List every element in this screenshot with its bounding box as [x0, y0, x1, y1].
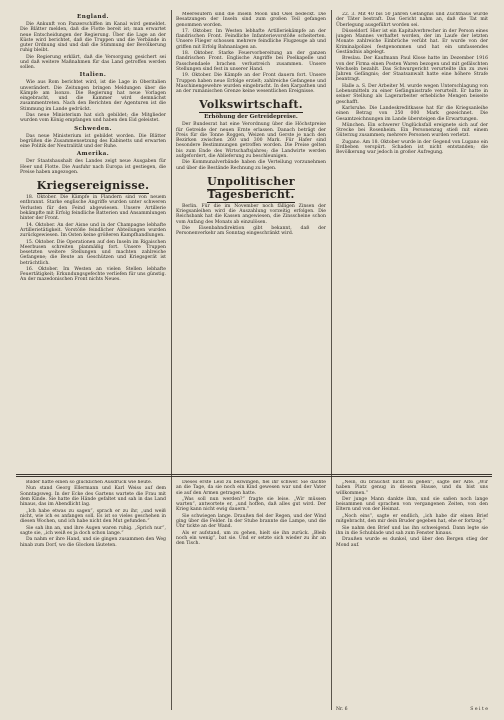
story-paragraph: „Nein, du brauchst nicht zu gehen“, sagte der Alte. „Wir haben Platz genug in diesem Hause, und du bist uns willkommen.“: [336, 480, 488, 496]
story-paragraph: Nun stand Georg Ellermann und Karl Weiss auf dem Sonntagsweg. In der Ecke des Gartens wartete die Frau mit dem Kinde. Sie hatte die Hände gefaltet und sah in das Land hinaus, das im Abendlicht lag.: [20, 486, 166, 508]
section-heading-england: England.: [77, 14, 109, 20]
section-title-text: Volkswirtschaft.: [199, 98, 303, 112]
article-paragraph: 22. 3. Mit 40 bis 50 Jahren Gefängnis und Zuchthaus wurde der Täter bestraft. Das Gericht nahm an, daß die Tat mit Überlegung ausgeführt worden sei.: [336, 12, 488, 28]
article-paragraph: Die Ankunft von Panzerschiffen im Kanal wird gemeldet. Die Blätter melden, daß die Flotte bereit ist; man erwartet neue Entscheidungen der Regierung. Über die Lage an der Küste wird berichtet, daß die Truppen und die Verbände in guter Ordnung sind und daß die Stimmung der Bevölkerung ruhig bleibt.: [20, 22, 166, 54]
column-1-feuilleton: [20, 480, 166, 706]
section-title-kriegsereignisse: [20, 179, 166, 192]
story-paragraph: Da nahm er ihre Hand, und sie gingen zusammen den Weg hinab zum Dorf, wo die Glocken läuteten.: [20, 537, 166, 548]
feuilleton-separator: [16, 476, 492, 477]
story-paragraph: Als er aufstand, um zu gehen, hielt sie ihn zurück. „Bleib noch ein wenig“, bat sie. Und er setzte sich wieder zu ihr an den Tisch.: [176, 530, 326, 547]
article-paragraph: 14. Oktober. An der Aisne und in der Champagne lebhafte Artillerietätigkeit. Vorstöße feindlicher Abteilungen wurden zurückgewiesen. Im Osten keine größeren Kampfhandlungen.: [20, 222, 166, 239]
article-paragraph: 18. Oktober. Starke Feuervorbereitung an der ganzen flandrischen Front. Englische Angriffe bei Poelkapelle und Passchendaele brachen verlustreich zusammen. Unsere Stellungen sind fest in unserer Hand.: [176, 51, 326, 72]
section-heading-schweden: Schweden.: [74, 125, 112, 132]
article-paragraph: Berlin. Für die im November noch fälligen Zinsen der Kriegsanleihen wird die Auszahlung vorzeitig erfolgen. Die Reichsbank hat die Kassen angewiesen, die Zinsscheine schon vom Anfang des Monats ab einzulösen.: [176, 203, 326, 225]
column-3-feuilleton: [336, 480, 488, 706]
article-paragraph: Das neue Ministerium hat sich gebildet; die Mitglieder wurden vom König empfangen und haben den Eid geleistet.: [20, 113, 166, 124]
article-paragraph: Der Staatshaushalt des Landes zeigt neue Ausgaben für Heer und Flotte. Die Ausfuhr nach Europa ist gestiegen, die Preise haben angezogen.: [20, 159, 166, 175]
story-paragraph: Dieses erste Leid zu bezwingen, fiel ihr schwer. Sie dachte an die Tage, da sie noch ein Kind gewesen war und der Vater sie auf den Armen getragen hatte.: [176, 480, 326, 496]
section-heading-amerika: Amerika.: [76, 151, 110, 158]
article-paragraph: Breslau. Der Kaufmann Paul Klose hatte im Dezember 1916 von der Firma einen Posten Waren bezogen und mit gefälschten Wechseln bezahlt. Das Schwurgericht verurteilte ihn zu zwei Jahren Gefängnis; der Staatsanwalt hatte eine höhere Strafe beantragt.: [336, 56, 488, 83]
column-1-news: [20, 12, 166, 472]
section-title-text: Kriegsereignisse.: [36, 179, 150, 193]
article-paragraph: Die Regierung erklärt, daß die Versorgung gesichert sei und daß weitere Maßnahmen für das Land getroffen werden sollen.: [20, 54, 166, 71]
section-title-text: Unpolitischer Tagesbericht.: [207, 174, 295, 201]
story-paragraph: „Noch eins“, sagte er endlich, „ich habe dir einen Brief mitgebracht, den mir dein Bruder gegeben hat, ehe er fortzog.“: [336, 513, 488, 525]
article-paragraph: Zugano. Am 18. Oktober wurde in der Gegend von Lugano ein Erdbeben verspürt. Schaden ist nicht entstanden; die Bevölkerung war jedoch in großer Aufregung.: [336, 139, 488, 156]
story-paragraph: Der junge Mann dankte ihm, und sie saßen noch lange beisammen und sprachen von vergangenen Zeiten, von den Eltern und von der Heimat.: [336, 496, 488, 513]
issue-number: Nr. 6: [336, 707, 348, 712]
article-paragraph: Wie aus Rom berichtet wird, ist die Lage in Oberitalien unverändert. Die Zeitungen bringen Meldungen über die Kämpfe am Isonzo. Die Regierung hat neue Vorlagen eingebracht, und die Kammer wird demnächst zusammentreten. Nach den Berichten der Agenturen ist die Stimmung im Lande gedrückt.: [20, 80, 166, 112]
article-paragraph: 16. Oktober. Im Westen an vielen Stellen lebhafte Feuertätigkeit; Erkundungsgefechte verliefen für uns günstig. An der mazedonischen Front nichts Neues.: [20, 266, 166, 283]
article-paragraph: 18. Oktober. Die Kämpfe in Flandern sind von neuem entbrannt. Starke englische Angriffe wurden unter schweren Verlusten für den Feind abgewiesen. Unsere Artillerie bekämpfte mit Erfolg feindliche Batterien und Ansammlungen hinter der Front.: [20, 195, 166, 222]
article-paragraph: Karlsruhe. Die Landeskreditkasse hat für die Kriegsanleihe einen Betrag von 250 000 Mark gezeichnet. Die Gesamtzeichnungen im Lande übersteigen die Erwartungen.: [336, 106, 488, 122]
article-paragraph: Halle a. S. Der Arbeiter M. wurde wegen Unterschlagung von Lebensmitteln zu einer Gefängnisstrafe verurteilt. Er hatte in seiner Stellung als Lagerarbeiter erhebliche Mengen beiseite geschafft.: [336, 83, 488, 105]
story-paragraph: Bilder hatte einen so glücklichen Ausdruck wie heute.: [26, 480, 153, 485]
column-rule: [171, 10, 172, 710]
column-rule: [331, 10, 332, 710]
column-3-news: [336, 12, 488, 472]
section-title-volkswirtschaft: [176, 98, 326, 111]
article-paragraph: München. Ein schwerer Unglücksfall ereignete sich auf der Strecke bei Rosenheim. Ein Personenzug stieß mit einem Güterzug zusammen; mehrere Personen wurden verletzt.: [336, 122, 488, 139]
story-paragraph: „Ich habe etwas zu sagen“, sprach er zu ihr, „und weiß nicht, wie ich es anfangen soll. Es ist so vieles geschehen in diesen Wochen, und ich habe nicht den Mut gefunden.“: [20, 508, 166, 525]
article-paragraph: Der Bundesrat hat eine Verordnung über die Höchstpreise für Getreide der neuen Ernte erlassen. Danach beträgt der Preis für die Tonne Roggen, Weizen und Gerste je nach den Bezirken zwischen 260 und 300 Mark. Für Hafer sind besondere Bestimmungen getroffen worden. Die Preise gelten bis zum Ende des Wirtschaftsjahres; die Landwirte werden aufgefordert, die Ablieferung zu beschleunigen.: [176, 122, 326, 159]
section-title-unpolitischer-tagesbericht: [176, 175, 326, 201]
story-paragraph: Sie nahm den Brief und las ihn schweigend. Dann legte sie ihn in die Schublade und sah zum Fenster hinaus.: [336, 525, 488, 536]
story-paragraph: Sie schwiegen lange. Draußen fiel der Regen, und der Wind ging über die Felder. In der Stube brannte die Lampe, und die Uhr tickte an der Wand.: [176, 513, 326, 530]
article-paragraph: Die Eisenbahndirektion gibt bekannt, daß der Personenverkehr am Sonntag eingeschränkt wird.: [176, 225, 326, 237]
article-paragraph: 15. Oktober. Die Operationen auf den Inseln im Rigaischen Meerbusen schreiten planmäßig fort. Unsere Truppen besetzten weitere Stellungen und machten zahlreiche Gefangene; die Beute an Geschützen und Kriegsgerät ist beträchtlich.: [20, 239, 166, 266]
story-paragraph: „Was soll nun werden?“ fragte sie leise. „Wir müssen warten“, antwortete er, „und hoffen, daß alles gut wird. Der Krieg kann nicht ewig dauern.“: [176, 496, 326, 513]
column-2-news: [176, 12, 326, 472]
column-2-feuilleton: [176, 480, 326, 706]
article-paragraph: Die Kommunalverbände haben die Verteilung vorzunehmen und über die Bestände Rechnung zu legen.: [176, 160, 326, 171]
page-footer: [336, 707, 488, 712]
article-paragraph: 17. Oktober. Im Westen lebhafte Artilleriekämpfe an der flandrischen Front. Feindliche Infanterievorstöße scheiterten. Unsere Flieger schossen mehrere feindliche Flugzeuge ab und griffen mit Erfolg Bahnanlagen an.: [176, 28, 326, 50]
section-heading-italien: Italien.: [79, 72, 107, 79]
article-paragraph: Das neue Ministerium ist gebildet worden. Die Blätter begrüßen die Zusammensetzung des Kabinetts und erwarten eine Politik der Neutralität und der Ruhe.: [20, 133, 166, 150]
article-subtitle: Erhöhung der Getreidepreise.: [204, 114, 298, 121]
story-paragraph: Draußen wurde es dunkel, und über den Bergen stieg der Mond auf.: [336, 537, 488, 548]
article-paragraph: Meeresufern sind die Inseln Moon und Ösel bedeckt. Die Besatzungen der Inseln sind zum großen Teil gefangen genommen worden.: [176, 12, 326, 28]
story-paragraph: Sie sah ihn an, und ihre Augen waren ruhig. „Sprich nur“, sagte sie, „ich weiß es ja doch schon lange.“: [20, 525, 166, 536]
article-paragraph: Düsseldorf. Hier ist ein Kapitalverbrecher in der Person eines jungen Mannes verhaftet worden, der im Laufe der letzten Monate zahlreiche Einbrüche verübt hat. Er wurde von der Kriminalpolizei festgenommen und hat ein umfassendes Geständnis abgelegt.: [336, 28, 488, 55]
page-label: S e i t e: [470, 707, 488, 712]
feuilleton-separator: [16, 474, 492, 475]
article-paragraph: 19. Oktober. Die Kämpfe an der Front dauern fort. Unsere Truppen haben neue Erfolge erzielt; zahlreiche Gefangene und Maschinengewehre wurden eingebracht. In den Karpathen und an der rumänischen Grenze keine wesentlichen Ereignisse.: [176, 73, 326, 95]
